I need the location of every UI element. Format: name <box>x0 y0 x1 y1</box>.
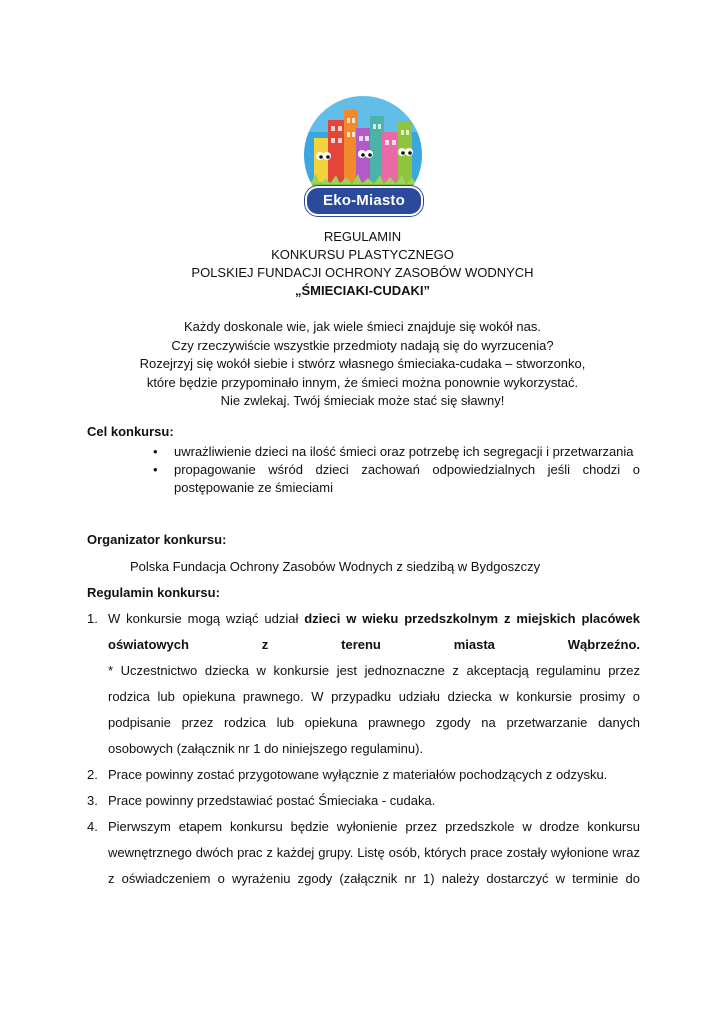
header-line-1: REGULAMIN <box>323 229 402 244</box>
bullet-icon: • <box>153 444 158 459</box>
header-line-4: „ŚMIECIAKI-CUDAKI” <box>294 283 431 298</box>
rule-bold-text: dzieci w wieku przedszkolnym z miejskich placówek oświatowych z terenu miasta Wąbrzeźno. <box>108 611 640 652</box>
organizer-text: Polska Fundacja Ochrony Zasobów Wodnych z siedzibą w Bydgoszczy <box>130 559 541 574</box>
bullet-icon: • <box>153 462 158 477</box>
rule-number: 4. <box>87 819 98 834</box>
rule-number: 2. <box>87 767 98 782</box>
intro-line: Nie zwlekaj. Twój śmieciak może stać się sławny! <box>220 393 505 408</box>
intro-text <box>60 318 665 411</box>
rule-number: 3. <box>87 793 98 808</box>
rules-heading: Regulamin konkursu: <box>87 585 220 600</box>
header-line-2: KONKURSU PLASTYCZNEGO <box>271 247 454 262</box>
rule-note: * Uczestnictwo dziecka w konkursie jest jednoznaczne z akceptacją regulaminu przez rodzica lub opiekuna prawnego. W przypadku udziału dziecka w konkursie prosimy o podpisanie przez rodzica lub opiekuna prawnego zgody na przetwarzanie danych osobowych (załącznik nr 1 do niniejszego regulaminu). <box>108 663 640 756</box>
document-header <box>60 228 665 300</box>
bullet-text: uwrażliwienie dzieci na ilość śmieci oraz potrzebę ich segregacji i przetwarzania <box>174 444 634 459</box>
bullet-text: propagowanie wśród dzieci zachowań odpowiedzialnych jeśli chodzi o postępowanie ze śmieciami <box>174 462 640 495</box>
rule-text: Prace powinny przedstawiać postać Śmieciaka - cudaka. <box>108 793 436 808</box>
intro-line: Rozejrzyj się wokół siebie i stwórz własnego śmieciaka-cudaka – stworzonko, <box>139 356 586 371</box>
rule-item-2 <box>87 762 640 788</box>
rule-text: Pierwszym etapem konkursu będzie wyłonienie przez przedszkole w drodze konkursu wewnętrznego dwóch prac z każdej grupy. Listę osób, których prace zostały wyłonione wraz z oświadczeniem o wyrażeniu zgody (załącznik nr 1) należy dostarczyć w terminie do <box>108 819 640 886</box>
logo-badge-text: Eko-Miasto <box>305 186 423 216</box>
list-item <box>150 461 640 497</box>
rule-item-3 <box>87 788 640 814</box>
goal-heading: Cel konkursu: <box>87 424 174 439</box>
rule-text: Prace powinny zostać przygotowane wyłącznie z materiałów pochodzących z odzysku. <box>108 767 608 782</box>
goal-bullet-list <box>150 443 640 497</box>
intro-line: Czy rzeczywiście wszystkie przedmioty nadają się do wyrzucenia? <box>171 337 554 353</box>
rule-item-4 <box>87 814 640 892</box>
header-line-3: POLSKIEJ FUNDACJI OCHRONY ZASOBÓW WODNYCH <box>191 265 534 280</box>
intro-line: Każdy doskonale wie, jak wiele śmieci znajduje się wokół nas. <box>184 319 541 334</box>
rule-number: 1. <box>87 611 98 626</box>
rule-item-1 <box>87 606 640 762</box>
organizer-heading: Organizator konkursu: <box>87 532 227 547</box>
rule-text: W konkursie mogą wziąć udział dzieci w wieku przedszkolnym z miejskich placówek oświatowych z terenu miasta Wąbrzeźno. <box>108 611 640 652</box>
rules-list <box>87 606 640 892</box>
list-item <box>150 443 640 461</box>
intro-line: które będzie przypominało innym, że śmieci można ponownie wykorzystać. <box>146 374 579 390</box>
